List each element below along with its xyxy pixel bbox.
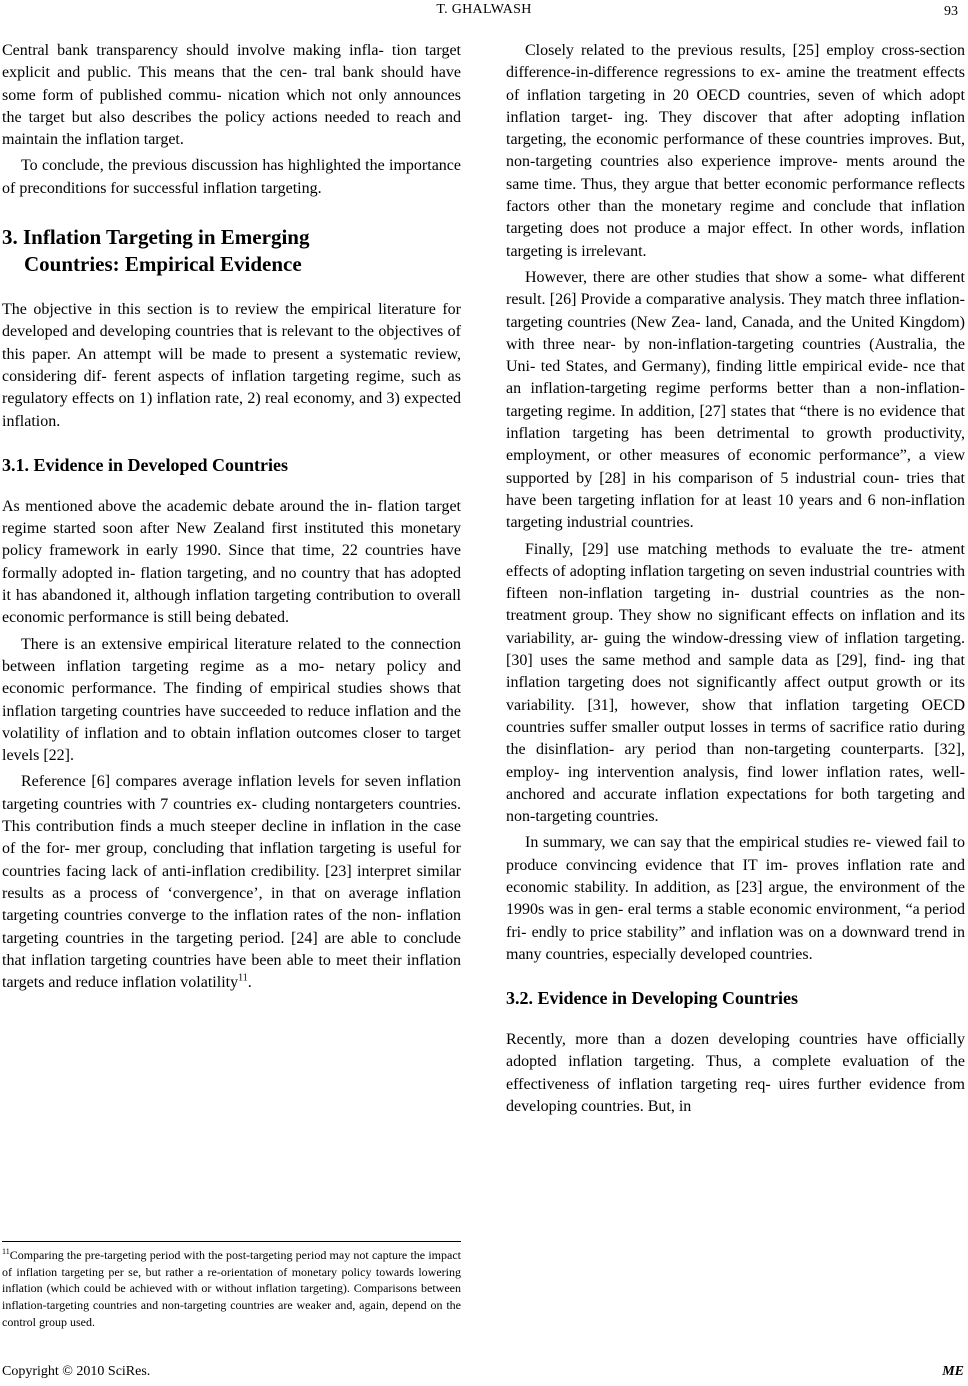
section-heading-line: 3. Inflation Targeting in Emerging	[2, 225, 310, 250]
paragraph: As mentioned above the academic debate around the in- flation target regime started soon after New Zealand first instituted this monetary policy framework in early 1990. Since that time, 22 countries have formally adopted in- flation targeting, and no country that has adopted it has abandoned it, although inflation targeting contribution to overall economic performance is still being debated.	[2, 497, 461, 627]
section-heading	[2, 224, 461, 278]
footnote-marker: 11	[2, 1247, 10, 1256]
paragraph: Recently, more than a dozen developing countries have officially adopted inflation targeting. Thus, a complete evaluation of the effectiveness of inflation targeting req- uires further evidence from developing countries. But, in	[506, 1031, 965, 1116]
footnote-text: Comparing the pre-targeting period with the post-targeting period may not capture the impact of inflation targeting per se, but rather a re-orientation of monetary policy towards lowering inflation (which could be achieved with or without inflation targeting). Comparisons between inflation-targeting countries and non-targeting countries are weaker and, again, depend on the control group used.	[2, 1248, 461, 1329]
paragraph	[2, 771, 461, 994]
subsection-heading: 3.1. Evidence in Developed Countries	[2, 454, 288, 475]
paragraph-end: .	[247, 974, 252, 992]
copyright-notice: Copyright © 2010 SciRes.	[2, 1364, 151, 1379]
paragraph: There is an extensive empirical literature related to the connection between inflation targeting regime as a mo- netary policy and economic performance. The finding of empirical studies shows that inflation targeting countries have succeeded to reduce inflation and the volatility of inflation and to obtain inflation outcomes closer to target levels [22].	[2, 635, 461, 765]
paragraph: Finally, [29] use matching methods to evaluate the tre- atment effects of adopting inflation targeting on seven industrial countries with fifteen non-inflation targeting in- dustrial countries as the non-treatment group. They show no significant effects on inflation and its variability, ar- guing the window-dressing view of inflation targeting. [30] uses the same method and sample data as [29], find- ing that inflation targeting does not significantly affect output growth or its variability. [31], however, show that inflation targeting OECD countries suffer smaller output losses in terms of sacrifice ratio during the disinflation- ary period than non-targeting counterparts. [32], employ- ing intervention analysis, find lower inflation rates, well- anchored and accurate inflation expectations for both targeting and non-targeting countries.	[506, 540, 965, 826]
right-column	[506, 40, 965, 1118]
paragraph: To conclude, the previous discussion has highlighted the importance of preconditions for successful inflation targeting.	[2, 157, 461, 197]
journal-abbreviation: ME	[942, 1364, 964, 1379]
running-head: T. GHALWASH	[436, 2, 532, 17]
footnote-divider	[2, 1241, 461, 1242]
paragraph: However, there are other studies that show a some- what different result. [26] Provide a comparative analysis. They match three inflation-targeting countries (New Zea- land, Canada, and the United Kingdom) with three near- by non-inflation-targeting countries (Australia, the Uni- ted States, and Germany), finding little empirical evide- nce that an inflation-targeting regime performs better than a non-inflation-targeting regime. In addition, [27] states that “there is no evidence that inflation targeting has been detrimental to growth productivity, employment, or other measures of economic performance”, a view supported by [28] in his comparison of 5 industrial coun- tries that have been targeting inflation for at least 10 years and 6 non-inflation targeting industrial countries.	[506, 268, 965, 532]
paragraph: The objective in this section is to review the empirical literature for developed and developing countries that is relevant to the objectives of this paper. An attempt will be made to present a systematic review, considering dif- ferent aspects of inflation targeting regime, such as regulatory effects on 1) inflation rate, 2) real economy, and 3) expected inflation.	[2, 301, 461, 430]
footnote	[2, 1247, 461, 1331]
section-heading-line: Countries: Empirical Evidence	[24, 252, 302, 277]
paragraph: Closely related to the previous results, [25] employ cross-section difference-in-difference regressions to ex- amine the treatment effects of inflation targeting in 20 OECD countries, seven of which adopt inflation target- ing. They discover that after adopting inflation targeting, the economic performance of these countries improves. But, non-targeting countries also experience improve- ments around the same time. Thus, they argue that better economic performance reflects factors other than the monetary regime and conclude that inflation targeting does not produce a major effect. In other words, inflation targeting is irrelevant.	[506, 42, 965, 260]
subsection-heading: 3.2. Evidence in Developing Countries	[506, 988, 799, 1009]
footnote-reference: 11	[238, 972, 248, 984]
paragraph: In summary, we can say that the empirical studies re- viewed fail to produce convincing evidence that IT im- proves inflation rate and economic stability. In addition, as [23] argue, the environment of the 1990s was in gen- eral terms a stable economic environment, “a period fri- endly to price stability” and inflation was on a downward trend in many countries, especially developed countries.	[506, 834, 965, 963]
page-number: 93	[944, 4, 958, 19]
left-column	[2, 40, 461, 994]
paragraph-text: Reference [6] compares average inflation levels for seven inflation targeting countries with 7 countries ex- cluding nontargeters countries. This contribution finds a much steeper decline in inflation in the case of the for- mer group, concluding that inflation targeting is useful for countries facing lack of anti-inflation credibility. [23] interpret similar results as a process of ‘convergence’, in that on average inflation targeting countries converge to the inflation rates of the non- inflation targeting countries in the targeting period. [24] are able to conclude that inflation targeting countries have been able to meet their inflation targets and reduce inflation volatility	[2, 773, 461, 992]
paragraph: Central bank transparency should involve making infla- tion target explicit and public. This means that the cen- tral bank should have some form of published commu- nication which not only announces the target but also describes the policy actions needed to reach and maintain the inflation target.	[2, 42, 461, 149]
